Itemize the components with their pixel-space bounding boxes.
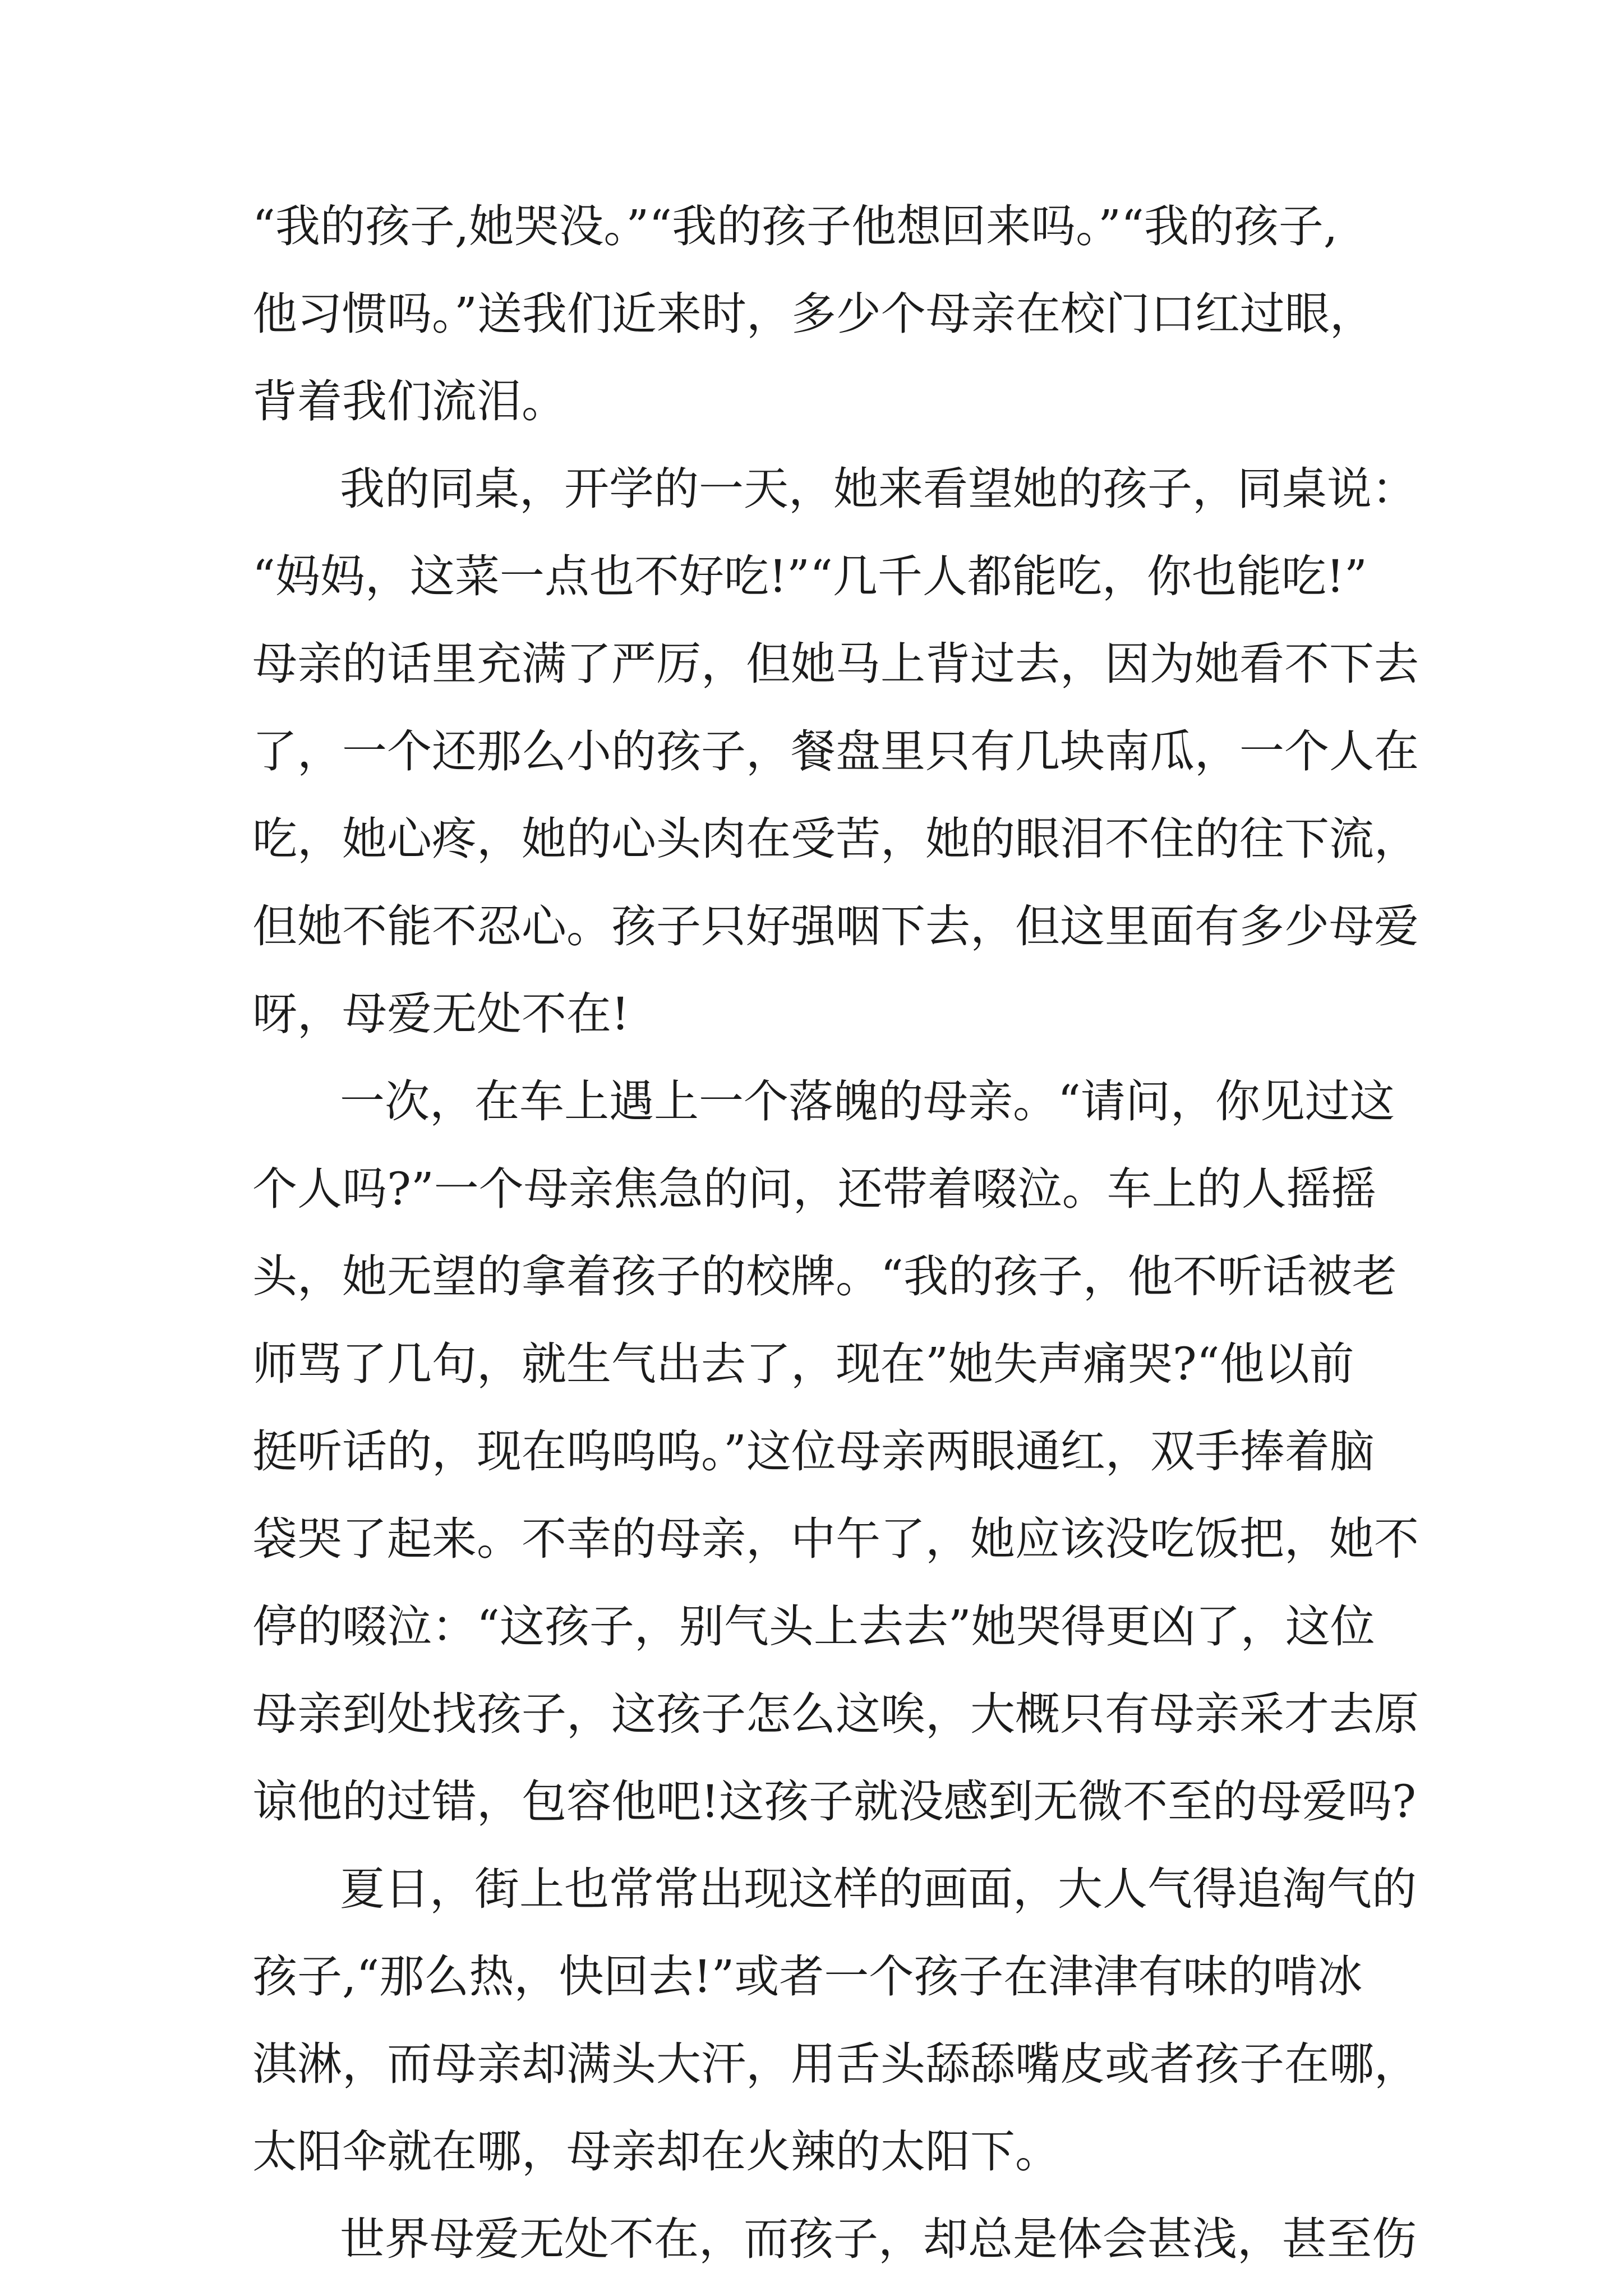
text-line: “妈妈，这菜一点也不好吃!”“几千人都能吃，你也能吃!” (252, 550, 1367, 602)
paragraph-start-line: 世界母爱无处不在，而孩子，却总是体会甚浅，甚至伤 (340, 2213, 1417, 2265)
text-line: 师骂了几句，就生气出去了，现在”她失声痛哭?“他以前 (252, 1338, 1354, 1390)
text-line: 谅他的过错，包容他吧!这孩子就没感到无微不至的母爱吗? (252, 1775, 1417, 1828)
text-line: 袋哭了起来。不幸的母亲，中午了，她应该没吃饭把，她不 (252, 1513, 1419, 1565)
text-line: 吃，她心疼，她的心头肉在受苦，她的眼泪不住的往下流， (252, 813, 1419, 865)
paragraph-start-line: 一次，在车上遇上一个落魄的母亲。“请问，你见过这 (340, 1075, 1395, 1128)
paragraph-start-line: 我的同桌，开学的一天，她来看望她的孩子，同桌说： (340, 463, 1417, 515)
text-line: 母亲的话里充满了严厉，但她马上背过去，因为她看不下去 (252, 638, 1419, 690)
text-line: 母亲到处找孩子，这孩子怎么这唉，大概只有母亲采才去原 (252, 1688, 1419, 1740)
paragraph-start-line: 夏日，街上也常常出现这样的画面，大人气得追淘气的 (340, 1863, 1417, 1915)
text-line: 停的啜泣：“这孩子，别气头上去去”她哭得更凶了，这位 (252, 1600, 1375, 1653)
text-line: 背着我们流泪。 (252, 375, 566, 427)
text-line: 太阳伞就在哪，母亲却在火辣的太阳下。 (252, 2125, 1060, 2178)
text-line: “我的孩子,她哭没。”“我的孩子他想回来吗。”“我的孩子, (252, 200, 1338, 252)
text-line: 头，她无望的拿着孩子的校牌。“我的孩子，他不听话被老 (252, 1250, 1397, 1303)
text-line: 孩子,“那么热，快回去!”或者一个孩子在津津有味的啃冰 (252, 1950, 1363, 2003)
text-line: 挺听话的，现在呜呜呜。”这位母亲两眼通红，双手捧着脑 (252, 1425, 1375, 1478)
text-line: 个人吗?”一个母亲焦急的问，还带着啜泣。车上的人摇摇 (252, 1163, 1376, 1215)
text-line: 呀，母爱无处不在! (252, 988, 630, 1040)
text-line: 了，一个还那么小的孩子，餐盘里只有几块南瓜，一个人在 (252, 725, 1419, 777)
text-line: 他习惯吗。”送我们近来时，多少个母亲在校门口红过眼， (252, 288, 1375, 340)
text-line: 但她不能不忍心。孩子只好强咽下去，但这里面有多少母爱 (252, 900, 1419, 953)
text-line: 淇淋，而母亲却满头大汗，用舌头舔舔嘴皮或者孩子在哪， (252, 2038, 1419, 2090)
